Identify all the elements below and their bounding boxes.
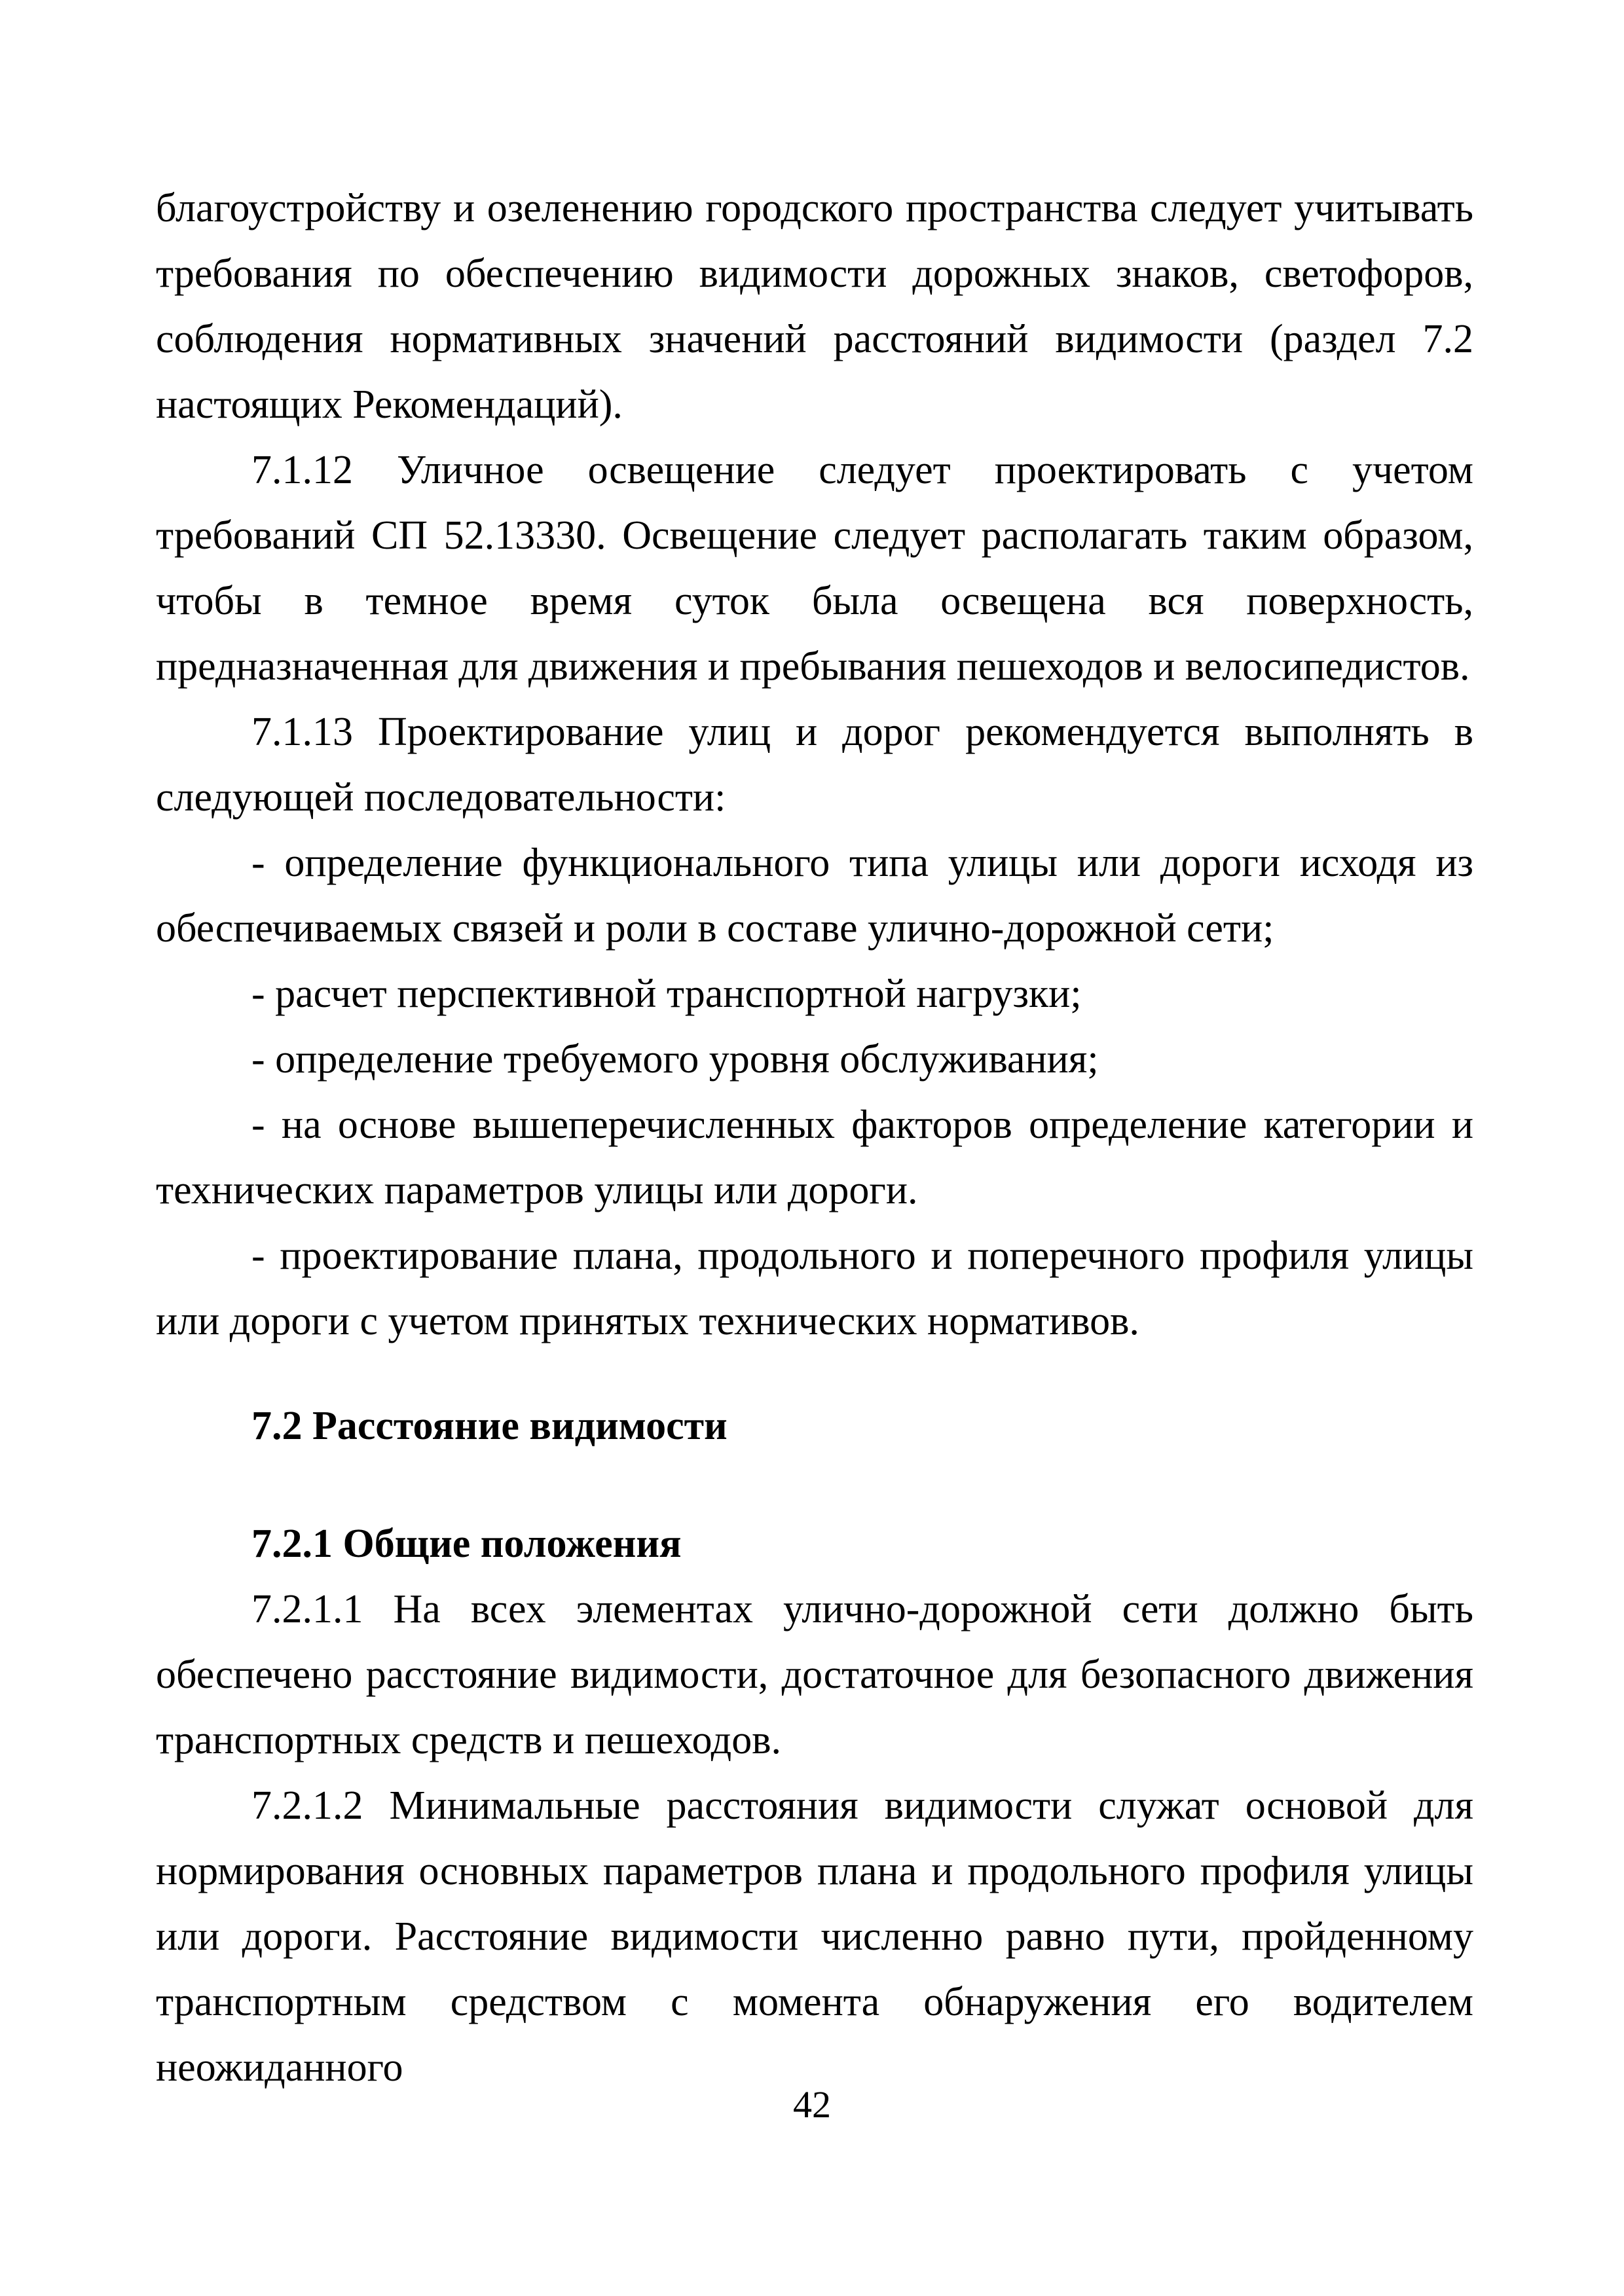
document-page [156, 175, 1473, 2100]
paragraph-7-1-12: 7.1.12 Уличное освещение следует проектировать с учетом требований СП 52.13330. Освещение следует располагать таким образом, чтобы в темное время суток была освещена вся поверхность, предназначенная для движения и пребывания пешеходов и велосипедистов. [156, 448, 1473, 689]
page-number: 42 [793, 2083, 831, 2126]
list-item-category-parameters: - на основе вышеперечисленных факторов определение категории и технических параметров улицы или дороги. [156, 1102, 1473, 1212]
list-item-traffic-load: - расчет перспективной транспортной нагрузки; [251, 972, 1082, 1016]
list-item-service-level: - определение требуемого уровня обслуживания; [251, 1037, 1099, 1082]
list-item-functional-type: - определение функционального типа улицы или дороги исходя из обеспечиваемых связей и роли в составе улично-дорожной сети; [156, 841, 1473, 951]
section-heading: 7.2 Расстояние видимости [251, 1404, 728, 1448]
paragraph-7-2-1-2: 7.2.1.2 Минимальные расстояния видимости служат основой для нормирования основных параметров плана и продольного профиля улицы или дороги. Расстояние видимости численно равно пути, пройденному транспортным средством с момента обнаружения его водителем неожиданного [156, 1783, 1473, 2090]
subsection-heading: 7.2.1 Общие положения [251, 1522, 682, 1566]
paragraph-continuation: благоустройству и озеленению городского пространства следует учитывать требования по обеспечению видимости дорожных знаков, светофоров, соблюдения нормативных значений расстояний видимости (раздел 7.2 настоящих Рекомендаций). [156, 186, 1473, 427]
paragraph-7-1-13: 7.1.13 Проектирование улиц и дорог рекомендуется выполнять в следующей последовательности: [156, 710, 1473, 820]
list-item-plan-profile: - проектирование плана, продольного и поперечного профиля улицы или дороги с учетом принятых технических нормативов. [156, 1233, 1473, 1343]
paragraph-7-2-1-1: 7.2.1.1 На всех элементах улично-дорожной сети должно быть обеспечено расстояние видимости, достаточное для безопасного движения транспортных средств и пешеходов. [156, 1587, 1473, 1762]
